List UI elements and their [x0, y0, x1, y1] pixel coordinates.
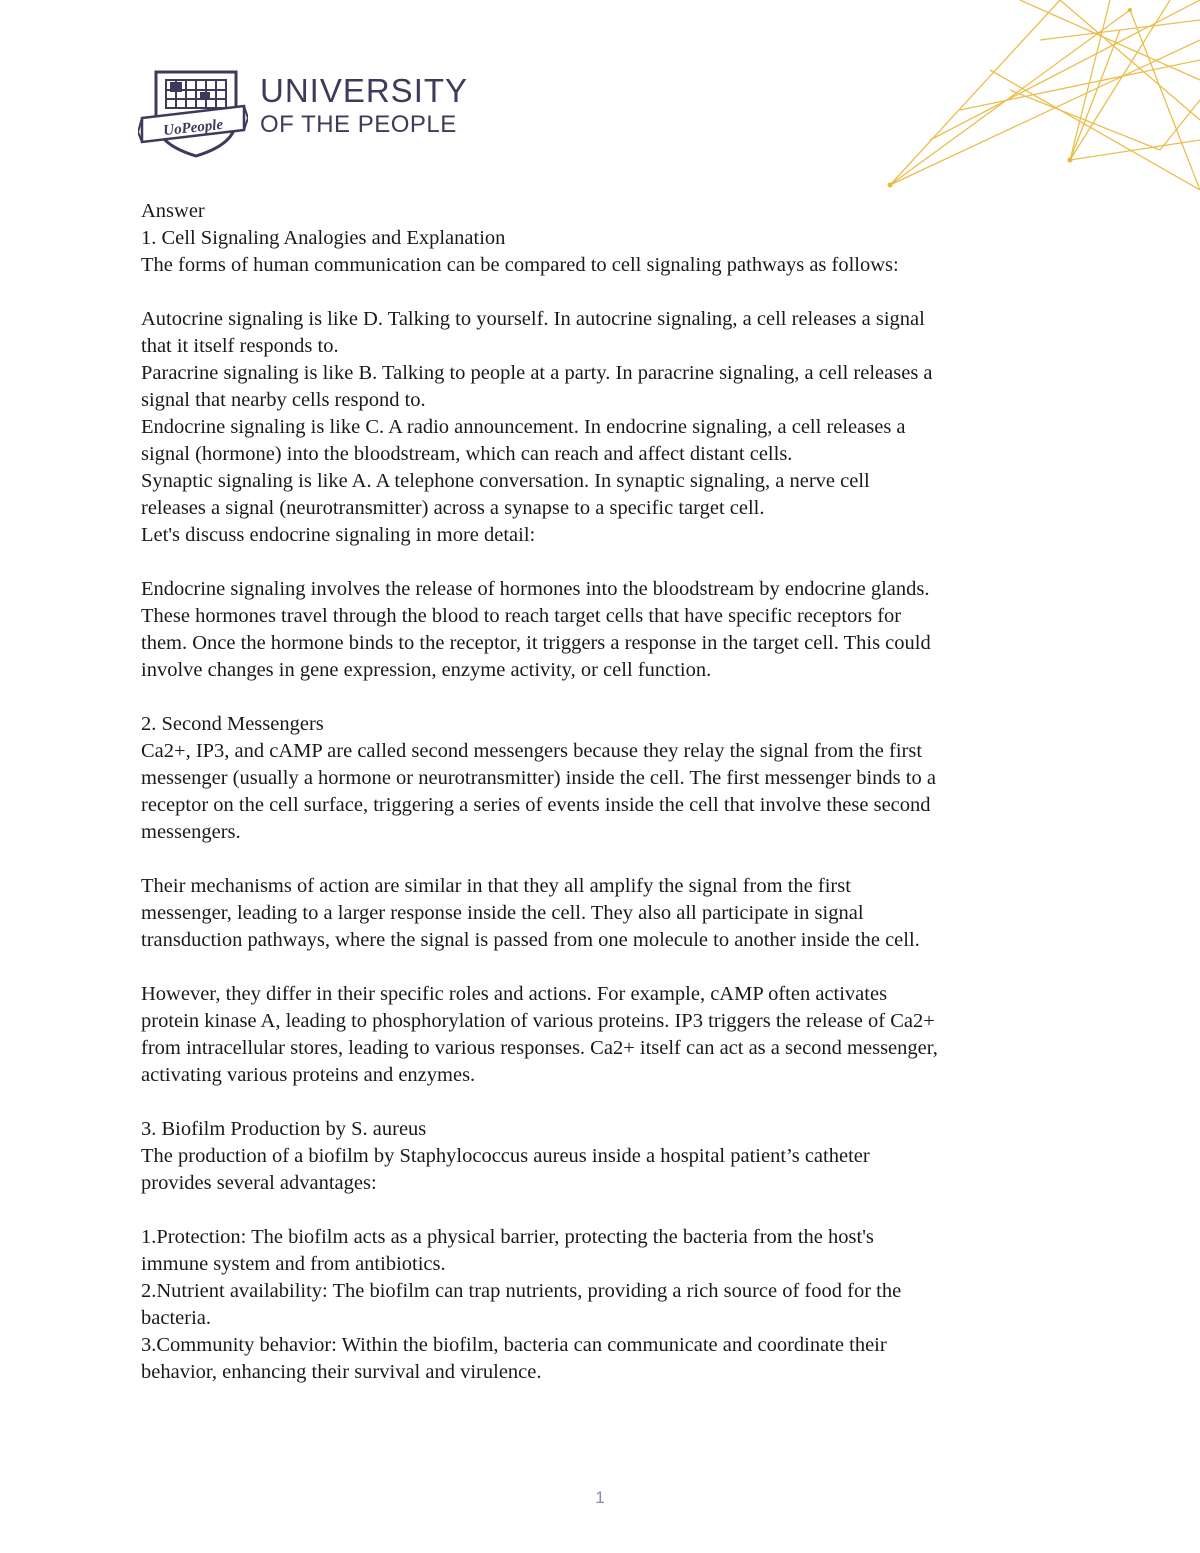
second-messengers-p2-line-3: transduction pathways, where the signal is passed from one molecule to another inside the cell.: [141, 929, 920, 951]
spacer: [141, 549, 1071, 576]
biofilm-intro-line-1: The production of a biofilm by Staphylococcus aureus inside a hospital patient’s catheter: [141, 1145, 870, 1167]
crest-banner-text: UoPeople: [162, 116, 224, 140]
second-messengers-p3-line-2: protein kinase A, leading to phosphorylation of various proteins. IP3 triggers the release of Ca2+: [141, 1010, 935, 1032]
spacer: [141, 1089, 1071, 1116]
document-body: [141, 198, 1071, 1386]
second-messengers-p3-line-4: activating various proteins and enzymes.: [141, 1064, 476, 1086]
section-3-title: 3. Biofilm Production by S. aureus: [141, 1118, 427, 1140]
second-messengers-p1-line-4: messengers.: [141, 821, 241, 843]
section-1-title: 1. Cell Signaling Analogies and Explanation: [141, 227, 506, 249]
section-1-intro: The forms of human communication can be compared to cell signaling pathways as follows:: [141, 254, 899, 276]
answer-heading: Answer: [141, 200, 205, 222]
paracrine-line-1: Paracrine signaling is like B. Talking to people at a party. In paracrine signaling, a cell releases a: [141, 362, 933, 384]
second-messengers-p1-line-3: receptor on the cell surface, triggering a series of events inside the cell that involve these second: [141, 794, 931, 816]
spacer: [141, 1197, 1071, 1224]
biofilm-item-2-line-1: 2.Nutrient availability: The biofilm can trap nutrients, providing a rich source of food for the: [141, 1280, 902, 1302]
biofilm-item-3-line-1: 3.Community behavior: Within the biofilm, bacteria can communicate and coordinate their: [141, 1334, 887, 1356]
autocrine-line-1: Autocrine signaling is like D. Talking to yourself. In autocrine signaling, a cell releases a signal: [141, 308, 925, 330]
endocrine-line-1: Endocrine signaling is like C. A radio announcement. In endocrine signaling, a cell releases a: [141, 416, 906, 438]
second-messengers-p3-line-1: However, they differ in their specific roles and actions. For example, cAMP often activates: [141, 983, 888, 1005]
crest-icon: [138, 66, 248, 158]
spacer: [141, 684, 1071, 711]
endocrine-detail-line-4: involve changes in gene expression, enzyme activity, or cell function.: [141, 659, 712, 681]
biofilm-item-3-line-2: behavior, enhancing their survival and virulence.: [141, 1361, 542, 1383]
logo-line-university: UNIVERSITY: [260, 72, 469, 109]
page-number: 1: [595, 1488, 605, 1507]
section-2-title: 2. Second Messengers: [141, 713, 324, 735]
spacer: [141, 279, 1071, 306]
autocrine-line-2: that it itself responds to.: [141, 335, 339, 357]
spacer: [141, 846, 1071, 873]
spacer: [141, 954, 1071, 981]
second-messengers-p2-line-1: Their mechanisms of action are similar in that they all amplify the signal from the first: [141, 875, 851, 897]
paracrine-line-2: signal that nearby cells respond to.: [141, 389, 426, 411]
endocrine-detail-line-2: These hormones travel through the blood to reach target cells that have specific receptors for: [141, 605, 902, 627]
biofilm-intro-line-2: provides several advantages:: [141, 1172, 377, 1194]
synaptic-line-2: releases a signal (neurotransmitter) across a synapse to a specific target cell.: [141, 497, 765, 519]
endocrine-detail-line-1: Endocrine signaling involves the release of hormones into the bloodstream by endocrine glands.: [141, 578, 930, 600]
second-messengers-p2-line-2: messenger, leading to a larger response inside the cell. They also all participate in signal: [141, 902, 864, 924]
second-messengers-p1-line-1: Ca2+, IP3, and cAMP are called second messengers because they relay the signal from the first: [141, 740, 923, 762]
university-logo: [138, 66, 498, 158]
discuss-line: Let's discuss endocrine signaling in more detail:: [141, 524, 536, 546]
biofilm-item-2-line-2: bacteria.: [141, 1307, 211, 1329]
logo-wordmark: [260, 74, 468, 137]
endocrine-detail-line-3: them. Once the hormone binds to the receptor, it triggers a response in the target cell. This could: [141, 632, 931, 654]
endocrine-line-2: signal (hormone) into the bloodstream, which can reach and affect distant cells.: [141, 443, 793, 465]
biofilm-item-1-line-2: immune system and from antibiotics.: [141, 1253, 446, 1275]
logo-line-of-the-people: OF THE PEOPLE: [260, 111, 457, 138]
biofilm-item-1-line-1: 1.Protection: The biofilm acts as a physical barrier, protecting the bacteria from the host's: [141, 1226, 874, 1248]
second-messengers-p3-line-3: from intracellular stores, leading to various responses. Ca2+ itself can act as a second messenger,: [141, 1037, 938, 1059]
second-messengers-p1-line-2: messenger (usually a hormone or neurotransmitter) inside the cell. The first messenger binds to a: [141, 767, 936, 789]
decorative-lines-graphic: [870, 0, 1200, 190]
synaptic-line-1: Synaptic signaling is like A. A telephone conversation. In synaptic signaling, a nerve cell: [141, 470, 870, 492]
